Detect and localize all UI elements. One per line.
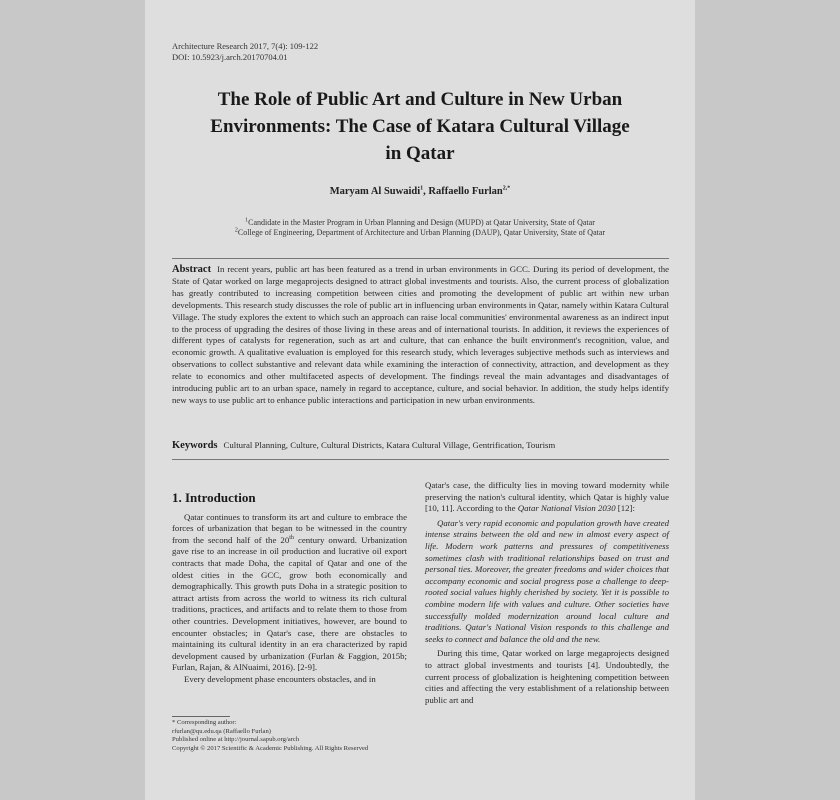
right-paragraph-2: During this time, Qatar worked on large megaprojects designed to attract global investments and tourists [4]. Undoubtedly, the current process of globalization is heightening competition between cities and affecting the very establishment of a relationship between public art and bbox=[425, 648, 669, 705]
affiliation-2 bbox=[145, 228, 695, 238]
abstract-text: In recent years, public art has been featured as a trend in urban environments in GCC. During its period of development, the State of Qatar worked on large megaprojects designed to attract global investments and tourists. Also, the current process of globalization has greatly contributed to increasing competition between cities and promoting the development of public art within new urban developments. This research study discusses the role of public art in influencing urban environments in Qatar, namely within Katara Cultural Village. The study explores the extent to which such an approach can raise local communities' environmental awareness as an indirect input to the process of upgrading the desires of those living in these areas and of international tourists. In addition, it reviews the experiences of different types of catalysts for regeneration, such as art and culture, that can enhance the built environment's recognition, value, and economic growth. A qualitative evaluation is employed for this research study, which leverages subjective methods such as interviews and observations to collect substantive and relevant data while examining the interaction of connectivity, attraction, and development as they relate to economics and other multifaceted aspects of development. The findings reveal the main advantages and disadvantages of introducing public art to an urban space, namely in regard to acceptance, culture, and social behavior. In addition, the study helps identify new ways to use public art to enhance public interactions and participation in new urban environments. bbox=[172, 264, 669, 405]
keywords-label: Keywords bbox=[172, 440, 218, 451]
abstract-top-rule bbox=[172, 258, 669, 259]
footnote-corresponding: * Corresponding author: bbox=[172, 719, 237, 726]
intro-paragraph-2-start: Every development phase encounters obstacles, and in bbox=[184, 673, 376, 684]
footnote-rule bbox=[172, 716, 230, 717]
keywords-bottom-rule bbox=[172, 459, 669, 460]
keywords-text: Cultural Planning, Culture, Cultural Districts, Katara Cultural Village, Gentrification, Tourism bbox=[223, 440, 556, 450]
right-p1-text-a: Qatar's case, the difficulty lies in moving toward modernity while preserving the nation's cultural identity, which Qatar is highly value [10, 11]. According to the bbox=[425, 480, 669, 514]
right-column bbox=[425, 480, 669, 706]
vision-quote: Qatar's very rapid economic and population growth have created intense strains between the old and new in almost every aspect of life. Modern work patterns and pressures of competitiveness sometimes clash with traditional relationships based on trust and personal ties. Moreover, the greater freedoms and wider choices that accompany economic and social progress pose a challenge to deep-rooted social values highly cherished by society. Yet it is possible to combine modern life with values and culture. Other societies have successfully molded modernization around local culture and traditions. Qatar's National Vision responds to this challenge and seeks to connect and balance the old and the new. bbox=[425, 517, 669, 644]
abstract-block bbox=[172, 264, 669, 407]
intro-paragraph-1 bbox=[172, 512, 407, 674]
paper-page bbox=[145, 0, 695, 800]
keywords-block bbox=[172, 440, 669, 451]
right-paragraph-1 bbox=[425, 480, 669, 515]
right-p1-text-b: [12]: bbox=[615, 503, 635, 514]
affiliation-1-text: Candidate in the Master Program in Urban Planning and Design (MUPD) at Qatar University, State of Qatar bbox=[248, 218, 595, 227]
affiliation-2-sup: 2 bbox=[234, 227, 238, 234]
affiliation-1-sup: 1 bbox=[245, 217, 249, 224]
right-p1-italic: Qatar National Vision 2030 bbox=[517, 503, 616, 514]
author-separator: , bbox=[423, 186, 429, 197]
footnote-copyright: Copyright © 2017 Scientific & Academic Publishing. All Rights Reserved bbox=[172, 744, 369, 752]
title-line-1: The Role of Public Art and Culture in New Urban bbox=[217, 89, 623, 110]
paper-title bbox=[145, 86, 695, 167]
author-2: Raffaello Furlan bbox=[428, 186, 503, 197]
author-1: Maryam Al Suwaidi bbox=[329, 186, 421, 197]
left-column bbox=[172, 492, 407, 686]
author-2-sup: 2,* bbox=[502, 185, 511, 192]
title-line-2: Environments: The Case of Katara Cultural Village bbox=[210, 116, 630, 137]
author-line bbox=[145, 186, 695, 197]
footnote bbox=[172, 719, 412, 753]
journal-line: Architecture Research 2017, 7(4): 109-122 bbox=[172, 41, 319, 51]
author-1-sup: 1 bbox=[420, 185, 424, 192]
doi-line: DOI: 10.5923/j.arch.20170704.01 bbox=[172, 52, 288, 62]
intro-p1-text-a: Qatar continues to transform its art and culture to embrace the forces of urbanization that began to be witnessed in the country from the second half of the 20 bbox=[172, 511, 407, 545]
title-line-3: in Qatar bbox=[385, 143, 455, 164]
affiliation-2-text: College of Engineering, Department of Architecture and Urban Planning (DAUP), Qatar University, State of Qatar bbox=[237, 228, 606, 237]
intro-p1-sup: th bbox=[289, 534, 294, 541]
journal-header bbox=[172, 41, 318, 63]
footnote-email: rfurlan@qu.edu.qa (Raffaello Furlan) bbox=[172, 727, 271, 735]
affiliations bbox=[145, 218, 695, 238]
affiliation-1 bbox=[145, 218, 695, 228]
footnote-published: Published online at http://journal.sapub.org/arch bbox=[172, 736, 300, 744]
intro-p1-text-b: century onward. Urbanization gave rise to an increase in oil production and lucrative oil export contracts that made Doha, the capital of Qatar and one of the oldest cities in the GCC, grow both economically and demographically. This growth puts Doha in a strategic position to attract artists from across the world to witness its rich cultural traditions, practices, and artifacts and to relate them to those from other countries. Development initiatives, however, are bound to encounter obstacles; in Qatar's case, there are obstacles to maintaining its cultural identity in an era characterized by rapid development caused by urbanization (Furlan & Faggion, 2015b; Furlan, Rajan, & AlNuaimi, 2016). [2-9]. bbox=[172, 534, 407, 673]
abstract-label: Abstract bbox=[172, 264, 212, 275]
section-heading-introduction: 1. Introduction bbox=[172, 490, 256, 505]
